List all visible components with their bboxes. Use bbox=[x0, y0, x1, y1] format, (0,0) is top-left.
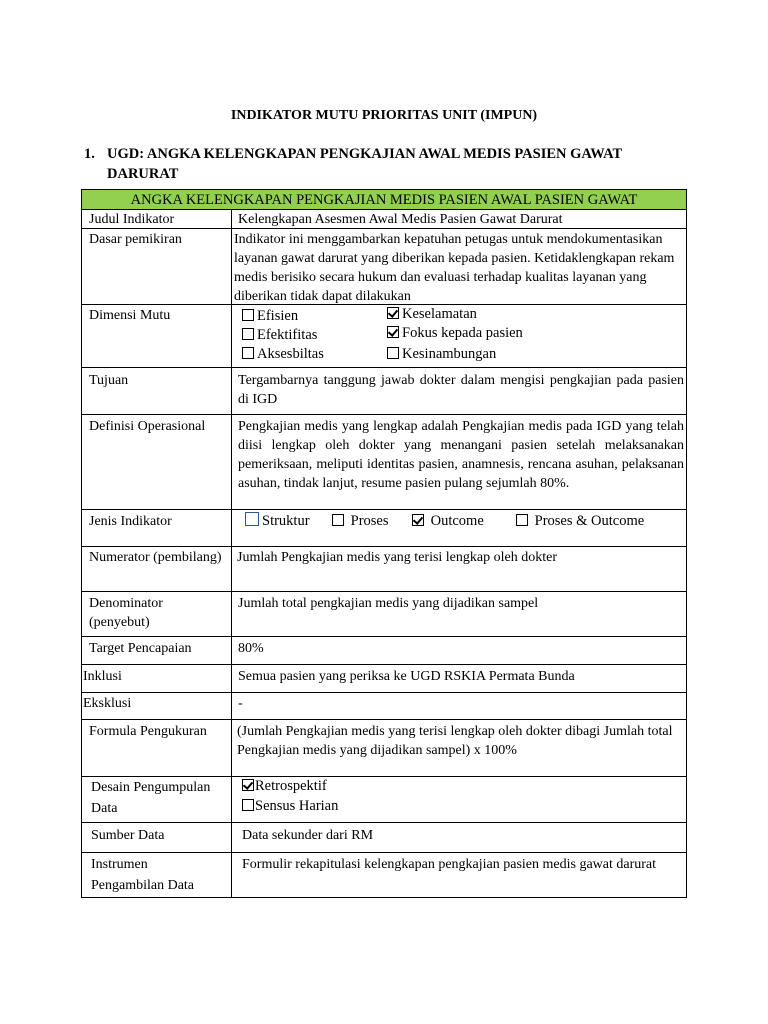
value-inklusi: Semua pasien yang periksa ke UGD RSKIA Permata Bunda bbox=[238, 669, 575, 684]
row-definisi bbox=[81, 415, 687, 510]
label-numerator: Numerator (pembilang) bbox=[89, 550, 222, 565]
option-efektifitas[interactable]: Efektifitas bbox=[242, 326, 317, 345]
label-formula: Formula Pengukuran bbox=[89, 724, 207, 739]
row-desain bbox=[81, 777, 687, 823]
row-eksklusi bbox=[81, 693, 687, 720]
value-denominator: Jumlah total pengkajian medis yang dijadikan sampel bbox=[238, 596, 539, 611]
label-denominator: Denominator (penyebut) bbox=[89, 596, 163, 630]
row-dasar bbox=[81, 229, 687, 305]
option-proses[interactable]: Proses bbox=[332, 512, 389, 531]
checkbox-icon bbox=[242, 347, 254, 359]
row-tujuan bbox=[81, 368, 687, 415]
option-efisien[interactable]: Efisien bbox=[242, 307, 298, 326]
document-title: INDIKATOR MUTU PRIORITAS UNIT (IMPUN) bbox=[230, 108, 538, 123]
option-proses-outcome[interactable]: Proses & Outcome bbox=[516, 512, 644, 531]
value-target: 80% bbox=[238, 641, 264, 656]
label-dimensi: Dimensi Mutu bbox=[89, 308, 171, 323]
label-dasar: Dasar pemikiran bbox=[89, 232, 182, 247]
value-judul: Kelengkapan Asesmen Awal Medis Pasien Gawat Darurat bbox=[238, 212, 563, 227]
label-sumber: Sumber Data bbox=[91, 828, 165, 843]
option-sensus-harian[interactable]: Sensus Harian bbox=[242, 797, 338, 816]
dimensi-options bbox=[232, 305, 686, 367]
row-sumber bbox=[81, 823, 687, 853]
option-aksesbiltas[interactable]: Aksesbiltas bbox=[242, 345, 324, 364]
label-inklusi: Inklusi bbox=[83, 669, 122, 684]
jenis-options bbox=[232, 510, 686, 546]
checked-box-icon bbox=[387, 307, 399, 319]
checked-box-icon bbox=[412, 514, 424, 526]
row-instrumen bbox=[81, 853, 687, 898]
label-tujuan: Tujuan bbox=[89, 373, 129, 388]
label-instrumen: Instrumen Pengambilan Data bbox=[91, 857, 195, 893]
row-judul bbox=[81, 210, 687, 229]
checkbox-icon bbox=[242, 799, 254, 811]
label-target: Target Pencapaian bbox=[89, 641, 192, 656]
row-dimensi bbox=[81, 305, 687, 368]
label-jenis: Jenis Indikator bbox=[89, 514, 172, 529]
label-definisi: Definisi Operasional bbox=[89, 419, 206, 434]
row-jenis bbox=[81, 510, 687, 547]
option-retrospektif[interactable]: Retrospektif bbox=[242, 777, 327, 796]
value-instrumen: Formulir rekapitulasi kelengkapan pengkajian pasien medis gawat darurat bbox=[242, 857, 657, 872]
row-formula bbox=[81, 720, 687, 777]
option-kesinambungan[interactable]: Kesinambungan bbox=[387, 345, 496, 364]
section-number: 1. bbox=[84, 146, 95, 162]
row-inklusi bbox=[81, 665, 687, 693]
option-keselamatan[interactable]: Keselamatan bbox=[387, 305, 477, 324]
label-judul: Judul Indikator bbox=[89, 212, 175, 227]
row-denominator bbox=[81, 592, 687, 637]
option-outcome[interactable]: Outcome bbox=[412, 512, 484, 531]
value-dasar: Indikator ini menggambarkan kepatuhan petugas untuk mendokumentasikan layanan gawat darurat yang diberikan kepada pasien. Ketidaklengkapan rekam medis berisiko secara hukum dan evaluasi terhadap kualitas layanan yang diberikan tidak dapat dilakukan bbox=[234, 232, 675, 304]
value-eksklusi: - bbox=[238, 696, 243, 711]
value-numerator: Jumlah Pengkajian medis yang terisi lengkap oleh dokter bbox=[237, 550, 557, 565]
value-tujuan: Tergambarnya tanggung jawab dokter dalam mengisi pengkajian pada pasien di IGD bbox=[238, 373, 684, 407]
checkbox-icon bbox=[387, 347, 399, 359]
checkbox-icon bbox=[242, 309, 254, 321]
row-numerator bbox=[81, 547, 687, 592]
value-formula: (Jumlah Pengkajian medis yang terisi lengkap oleh dokter dibagi Jumlah total Pengkajian medis yang dijadikan sampel) x 100% bbox=[237, 724, 673, 758]
option-fokus-pasien[interactable]: Fokus kepada pasien bbox=[387, 324, 523, 343]
checked-box-icon bbox=[242, 779, 254, 791]
checkbox-icon bbox=[245, 512, 259, 526]
checkbox-icon bbox=[332, 514, 344, 526]
label-eksklusi: Eksklusi bbox=[83, 696, 132, 711]
option-struktur[interactable]: Struktur bbox=[245, 512, 310, 531]
checkbox-icon bbox=[516, 514, 528, 526]
desain-options bbox=[232, 777, 686, 822]
value-definisi: Pengkajian medis yang lengkap adalah Pengkajian medis pada IGD yang telah diisi lengkap oleh dokter yang menangani pasien setelah melaksanakan pemeriksaan, meliputi identitas pasien, anamnesis, rencana asuhan, pelaksanan asuhan, tindak lanjut, resume pasien pulang sejumlah 80%. bbox=[238, 419, 684, 491]
section-title: UGD: ANGKA KELENGKAPAN PENGKAJIAN AWAL MEDIS PASIEN GAWAT DARURAT bbox=[107, 146, 622, 182]
indicator-table bbox=[81, 189, 687, 898]
checked-box-icon bbox=[387, 326, 399, 338]
label-desain: Desain Pengumpulan Data bbox=[91, 780, 211, 816]
table-header: ANGKA KELENGKAPAN PENGKAJIAN MEDIS PASIEN AWAL PASIEN GAWAT bbox=[81, 189, 687, 210]
checkbox-icon bbox=[242, 328, 254, 340]
row-target bbox=[81, 637, 687, 665]
value-sumber: Data sekunder dari RM bbox=[242, 828, 374, 843]
